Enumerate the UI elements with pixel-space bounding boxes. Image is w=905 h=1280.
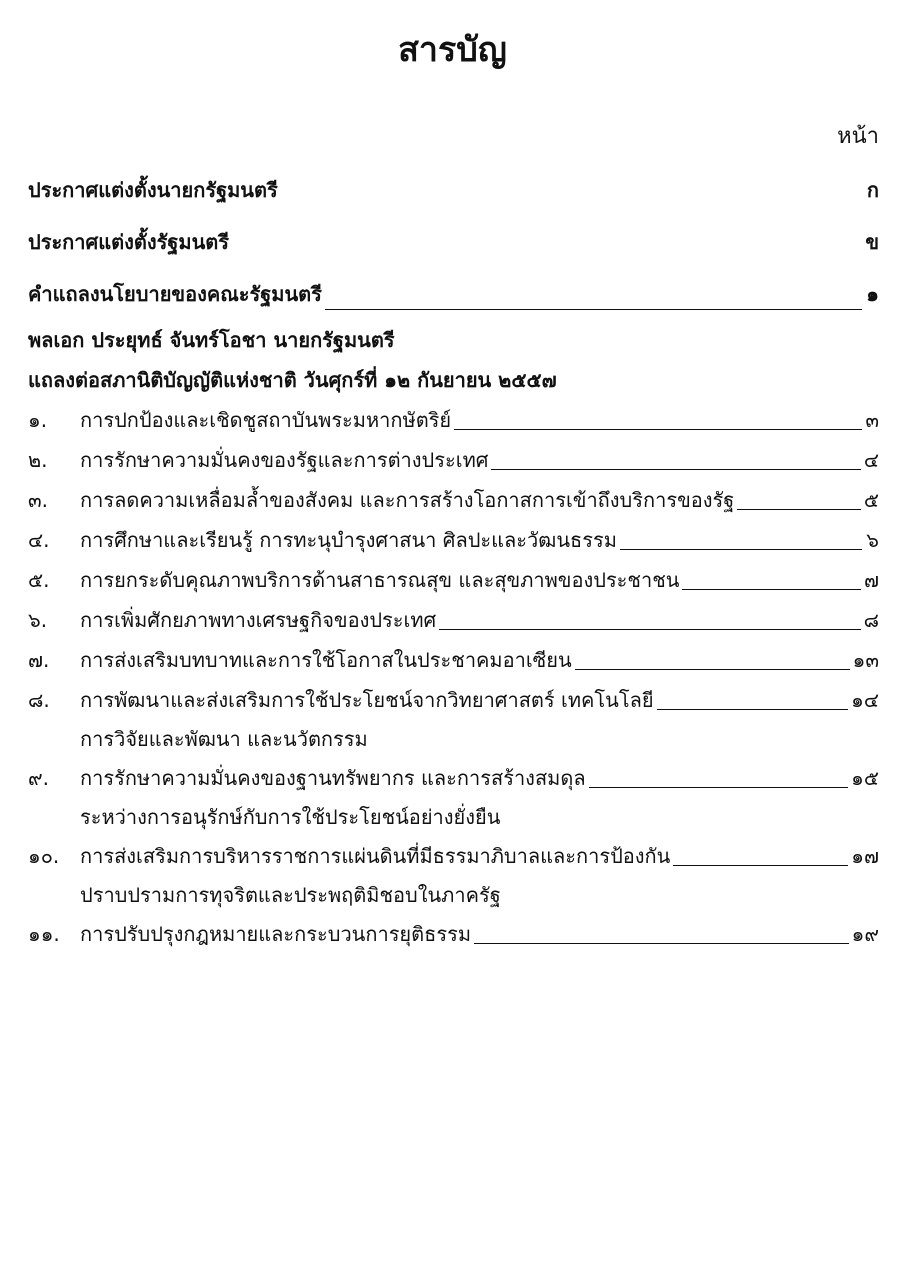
page-column-label: หน้า <box>837 124 879 149</box>
toc-subtitle-line <box>28 320 879 360</box>
toc-leader <box>439 629 860 630</box>
toc-item-text: การยกระดับคุณภาพบริการด้านสาธารณสุข และสุขภาพของประชาชน <box>80 568 680 592</box>
toc-item-page: ๔ <box>863 448 879 472</box>
toc-item-page: ๑๗ <box>851 844 879 868</box>
toc-item-text: การพัฒนาและส่งเสริมการใช้ประโยชน์จากวิทยาศาสตร์ เทคโนโลยี <box>80 688 654 712</box>
toc-leader <box>575 669 850 670</box>
toc-item <box>28 680 879 720</box>
toc-item-page: ๓ <box>865 408 879 432</box>
toc-item-number: ๒. <box>28 448 48 472</box>
toc-leader <box>589 787 849 788</box>
toc-item-continuation: ปราบปรามการทุจริตและประพฤติมิชอบในภาครัฐ <box>80 883 501 907</box>
toc-subtitle-line <box>28 360 879 400</box>
toc-item <box>28 758 879 798</box>
toc-heading-page: ก <box>866 178 879 202</box>
toc-item-page: ๑๔ <box>851 688 879 712</box>
toc-leader <box>454 429 862 430</box>
toc-item-page: ๖ <box>866 528 879 552</box>
toc-item-page: ๑๙ <box>851 922 879 946</box>
toc-item-text: การรักษาความมั่นคงของฐานทรัพยากร และการสร้างสมดุล <box>80 766 586 790</box>
toc-item-text: การปรับปรุงกฎหมายและกระบวนการยุติธรรม <box>80 922 472 946</box>
toc-leader <box>474 943 849 944</box>
toc-subtitle-text: พลเอก ประยุทธ์ จันทร์โอชา นายกรัฐมนตรี <box>28 328 395 352</box>
toc-item-number: ๗. <box>28 648 50 672</box>
toc-item-text: การส่งเสริมการบริหารราชการแผ่นดินที่มีธรรมาภิบาลและการป้องกัน <box>80 844 671 868</box>
toc-heading-text: ประกาศแต่งตั้งรัฐมนตรี <box>28 230 229 254</box>
toc-item-number: ๑. <box>28 408 48 432</box>
toc-item-list <box>28 400 879 954</box>
toc-leader <box>491 469 860 470</box>
toc-item <box>28 520 879 560</box>
toc-heading <box>28 268 879 320</box>
toc-item-number: ๙. <box>28 766 50 790</box>
page-title: สารบัญ <box>398 30 507 70</box>
toc-item-text: การปกป้องและเชิดชูสถาบันพระมหากษัตริย์ <box>80 408 452 432</box>
toc-item <box>28 400 879 440</box>
toc-item <box>28 836 879 876</box>
toc-item-page: ๕ <box>863 488 879 512</box>
toc-item-number: ๑๑. <box>28 922 60 946</box>
toc-item-number: ๖. <box>28 608 48 632</box>
toc-subtitle-text: แถลงต่อสภานิติบัญญัติแห่งชาติ วันศุกร์ที่ ๑๒ กันยายน ๒๕๕๗ <box>28 368 557 392</box>
toc-heading <box>28 164 879 216</box>
toc-leader <box>682 589 860 590</box>
toc-item <box>28 914 879 954</box>
toc-item <box>28 440 879 480</box>
toc-item-text: การลดความเหลื่อมล้ำของสังคม และการสร้างโอกาสการเข้าถึงบริการของรัฐ <box>80 488 735 512</box>
toc-item <box>28 480 879 520</box>
toc-item-continuation: ระหว่างการอนุรักษ์กับการใช้ประโยชน์อย่างยั่งยืน <box>80 805 501 829</box>
toc-item-text: การรักษาความมั่นคงของรัฐและการต่างประเทศ <box>80 448 489 472</box>
toc-item <box>28 600 879 640</box>
toc-item-number: ๘. <box>28 688 50 712</box>
toc-item-continuation: การวิจัยและพัฒนา และนวัตกรรม <box>80 727 368 751</box>
toc-leader <box>737 509 861 510</box>
toc-item-text: การศึกษาและเรียนรู้ การทะนุบำรุงศาสนา ศิลปะและวัฒนธรรม <box>80 528 617 552</box>
toc-leader <box>657 709 849 710</box>
toc-item-page: ๘ <box>863 608 879 632</box>
toc-leader <box>673 865 848 866</box>
toc-heading-text: ประกาศแต่งตั้งนายกรัฐมนตรี <box>28 178 278 202</box>
toc-heading-page: ๑ <box>866 282 879 306</box>
toc-item-text: การส่งเสริมบทบาทและการใช้โอกาสในประชาคมอาเซียน <box>80 648 572 672</box>
toc-item-number: ๑๐. <box>28 844 60 868</box>
toc-item-number: ๕. <box>28 568 50 592</box>
toc-heading <box>28 216 879 268</box>
toc-item-page: ๗ <box>863 568 879 592</box>
toc-heading-page: ข <box>865 230 879 254</box>
table-of-contents <box>28 164 879 954</box>
toc-item-text: การเพิ่มศักยภาพทางเศรษฐกิจของประเทศ <box>80 608 437 632</box>
toc-heading-text: คำแถลงนโยบายของคณะรัฐมนตรี <box>28 282 322 306</box>
toc-item-page: ๑๓ <box>852 648 879 672</box>
toc-leader <box>620 549 862 550</box>
toc-leader <box>325 309 862 310</box>
toc-item <box>28 640 879 680</box>
toc-item-number: ๔. <box>28 528 50 552</box>
toc-item-number: ๓. <box>28 488 49 512</box>
toc-item-page: ๑๕ <box>851 766 879 790</box>
toc-item <box>28 560 879 600</box>
